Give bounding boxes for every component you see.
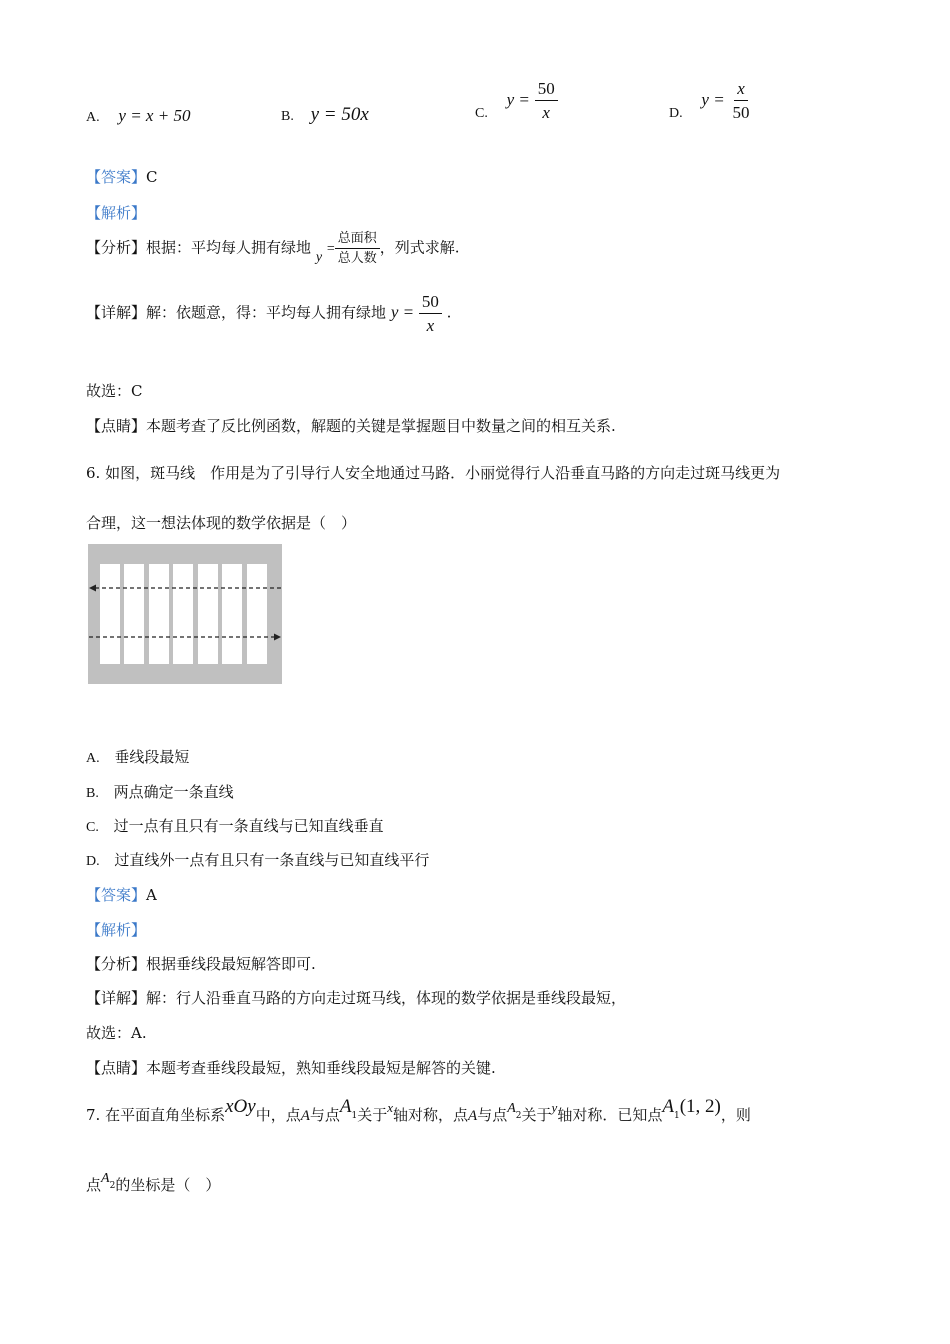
option-text: 过直线外一点有且只有一条直线与已知直线平行 xyxy=(114,851,430,869)
q5-analysis-tag: 【解析】 xyxy=(86,204,147,222)
stripe xyxy=(247,564,267,664)
q5-option-c xyxy=(475,80,558,121)
q6-answer xyxy=(86,884,157,905)
q7-t6: 关于 xyxy=(521,1106,552,1124)
a2-subscript: 2 xyxy=(109,1181,116,1191)
xiangjie-tag: 【详解】 xyxy=(86,989,147,1007)
q6-xiangjie xyxy=(86,987,626,1008)
fenxi-tag: 【分析】 xyxy=(86,238,147,257)
q5-option-b xyxy=(281,104,369,126)
point-a2: A xyxy=(507,1101,516,1116)
q6-fenxi xyxy=(86,953,316,974)
option-label: C. xyxy=(86,820,99,835)
fenxi-text: 根据：平均每人拥有绿地 xyxy=(146,238,312,257)
q7-t5: 与点 xyxy=(477,1106,508,1124)
answer-value: C xyxy=(146,168,158,186)
fenxi-y: y xyxy=(315,249,323,265)
denominator: 总人数 xyxy=(337,251,377,266)
answer-tag: 【答案】 xyxy=(86,168,147,186)
q6-dianjing xyxy=(86,1057,496,1078)
dianjing-text: 本题考查了反比例函数，解题的关键是掌握题目中数量之间的相互关系. xyxy=(146,417,616,435)
q5-xiangjie xyxy=(86,293,451,334)
dianjing-tag: 【点睛】 xyxy=(86,417,147,435)
xiangjie-text: 解：行人沿垂直马路的方向走过斑马线，体现的数学依据是垂线段最短， xyxy=(146,989,627,1007)
xiangjie-fraction xyxy=(419,293,442,334)
option-label: C. xyxy=(475,105,488,121)
a1-subscript: 1 xyxy=(673,1111,680,1121)
xiangjie-lhs: y = xyxy=(390,302,415,322)
stripe xyxy=(100,564,120,664)
q5-dianjing xyxy=(86,415,616,436)
q6-option-c xyxy=(86,815,384,836)
q7-t2: 与点 xyxy=(309,1106,340,1124)
q6-option-d xyxy=(86,849,429,870)
q6-guxuan: 故选：A. xyxy=(86,1024,147,1042)
q5-guxuan: 故选：C xyxy=(86,382,143,400)
q7-t7: 轴对称．已知点 xyxy=(557,1106,663,1124)
q7-line2-post: 的坐标是（ ） xyxy=(115,1176,221,1194)
option-label: A. xyxy=(86,110,100,125)
q7-stem-line1 xyxy=(86,1096,751,1124)
q5-option-d xyxy=(669,80,752,121)
point-a1: A xyxy=(339,1096,352,1117)
fenxi-tag: 【分析】 xyxy=(86,955,147,973)
fraction xyxy=(535,80,558,121)
stripe xyxy=(149,564,169,664)
option-lhs: y = xyxy=(701,89,725,109)
numerator: 50 xyxy=(535,80,558,101)
fenxi-tail: ，列式求解. xyxy=(379,238,460,257)
q7-line2-pre: 点 xyxy=(86,1176,102,1194)
q7-stem-line2 xyxy=(86,1166,221,1194)
q7-t3: 关于 xyxy=(357,1106,388,1124)
q6-stem-line2: 合理，这一想法体现的数学依据是（ ） xyxy=(86,514,357,532)
option-text: 垂线段最短 xyxy=(114,748,190,766)
answer-tag: 【答案】 xyxy=(86,886,147,904)
denominator: 50 xyxy=(732,103,750,122)
y-axis: y xyxy=(551,1100,558,1115)
denominator: x xyxy=(426,316,435,335)
option-lhs: y = xyxy=(506,89,530,109)
stripe xyxy=(124,564,144,664)
point-a: A xyxy=(300,1108,310,1124)
stripe xyxy=(198,564,218,664)
dianjing-tag: 【点睛】 xyxy=(86,1059,147,1077)
xiangjie-text: 解：依题意，得：平均每人拥有绿地 xyxy=(146,303,387,322)
q5-option-a xyxy=(86,106,190,126)
xoy: xOy xyxy=(225,1096,256,1117)
point-a1-known: A xyxy=(662,1096,674,1117)
q5-answer xyxy=(86,166,158,187)
fenxi-eq: = xyxy=(326,241,335,257)
option-text: 过一点有且只有一条直线与已知直线垂直 xyxy=(113,817,384,835)
a2-subscript: 2 xyxy=(515,1111,522,1121)
answer-value: A xyxy=(146,886,157,904)
option-label: D. xyxy=(669,105,683,121)
q6-stem-line1: 6. 如图，斑马线 作用是为了引导行人安全地通过马路．小丽觉得行人沿垂直马路的方向走过斑马线更为 xyxy=(86,464,781,482)
xiangjie-tag: 【详解】 xyxy=(86,303,147,322)
x-axis: x xyxy=(387,1100,394,1115)
q5-fenxi xyxy=(86,232,460,265)
q6-analysis-tag: 【解析】 xyxy=(86,921,147,939)
numerator: 总面积 xyxy=(335,232,380,249)
a1-subscript: 1 xyxy=(351,1111,358,1121)
fraction xyxy=(729,80,752,121)
point-a: A xyxy=(468,1108,478,1124)
q6-option-b xyxy=(86,781,234,802)
q7-t8: ，则 xyxy=(720,1106,751,1124)
stripe xyxy=(222,564,242,664)
stripe xyxy=(173,564,193,664)
zebra-crossing-figure xyxy=(88,544,282,684)
option-label: B. xyxy=(86,786,99,801)
option-label: A. xyxy=(86,751,100,766)
q7-t4: 轴对称，点 xyxy=(393,1106,469,1124)
option-expr: y = 50x xyxy=(310,104,369,125)
option-label: D. xyxy=(86,854,100,869)
point-a2: A xyxy=(101,1171,110,1186)
dianjing-text: 本题考查垂线段最短，熟知垂线段最短是解答的关键. xyxy=(146,1059,496,1077)
fenxi-text: 根据垂线段最短解答即可. xyxy=(146,955,316,973)
numerator: x xyxy=(734,80,748,101)
fenxi-fraction xyxy=(335,232,380,265)
option-expr: y = x + 50 xyxy=(118,106,191,125)
option-label: B. xyxy=(281,109,294,124)
option-text: 两点确定一条直线 xyxy=(113,783,234,801)
denominator: x xyxy=(542,103,550,122)
a1-coordinates: (1, 2) xyxy=(679,1096,721,1117)
xiangjie-tail: . xyxy=(446,303,452,322)
numerator: 50 xyxy=(419,293,442,314)
q7-prefix: 7. 在平面直角坐标系 xyxy=(86,1106,226,1124)
q7-t1: 中，点 xyxy=(255,1106,301,1124)
q6-option-a xyxy=(86,746,189,767)
